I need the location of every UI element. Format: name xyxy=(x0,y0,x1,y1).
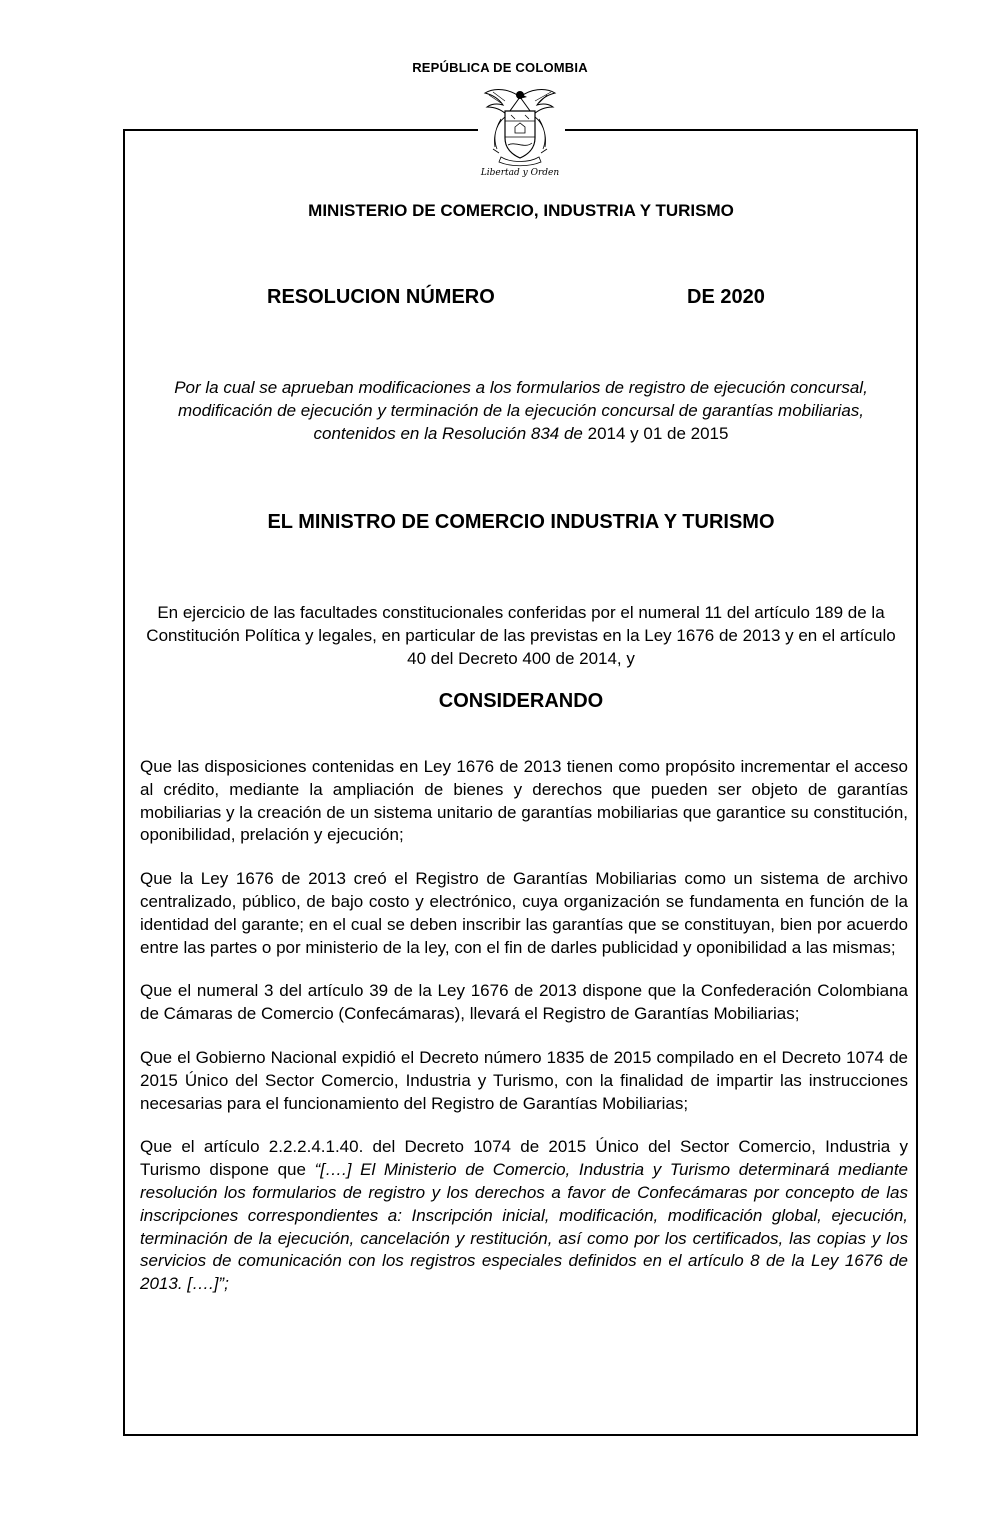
subject-upright-text: 2014 y 01 de 2015 xyxy=(582,424,729,443)
ministry-heading: MINISTERIO DE COMERCIO, INDUSTRIA Y TURISMO xyxy=(308,201,734,220)
considering-paragraph: Que el Gobierno Nacional expidió el Decreto número 1835 de 2015 compilado en el Decreto 1074 de 2015 Único del Sector Comercio, Industria y Turismo, con la finalidad de impartir las instrucciones necesarias para el funcionamiento del Registro de Garantías Mobiliarias; xyxy=(140,1047,908,1113)
country-heading: REPÚBLICA DE COLOMBIA xyxy=(412,60,588,75)
resolution-number-label: RESOLUCION NÚMERO xyxy=(267,286,495,308)
seal-motto: Libertad y Orden xyxy=(480,168,560,178)
paragraph-plain-text: Que el artículo 2.2.2.4.1.40. del Decreto 1074 de 2015 Único del Sector Comercio, Industria y Turismo dispone que xyxy=(140,1137,908,1180)
subject-italic-text: Por la cual se aprueban modificaciones a los formularios de registro de ejecución concursal, modificación de ejecución y terminación de la ejecución concursal de garantías mobiliarias, contenidos en la Resolución 834 de xyxy=(174,378,868,443)
resolution-year-label: DE 2020 xyxy=(687,286,765,308)
powers-paragraph: En ejercicio de las facultades constitucionales conferidas por el numeral 11 del artículo 189 de la Constitución Política y legales, en particular de las previstas en la Ley 1676 de 2013 y en el artículo 40 del Decreto 400 de 2014, y xyxy=(146,603,896,668)
considering-paragraph-quoted xyxy=(140,1136,908,1296)
issuer-heading: EL MINISTRO DE COMERCIO INDUSTRIA Y TURISMO xyxy=(267,511,775,533)
frame-top-right-rule xyxy=(565,129,916,131)
considering-paragraph: Que las disposiciones contenidas en Ley 1676 de 2013 tienen como propósito incrementar el acceso al crédito, mediante la ampliación de bienes y derechos que pueden ser objeto de garantías mobiliarias y la creación de un sistema unitario de garantías mobiliarias que garantice su constitución, oponibilidad, prelación y ejecución; xyxy=(140,757,908,845)
resolution-subject xyxy=(140,376,902,445)
considering-paragraph: Que la Ley 1676 de 2013 creó el Registro de Garantías Mobiliarias como un sistema de archivo centralizado, público, de bajo costo y electrónico, cuya organización se fundamenta en función de la identidad del garante; en el cual se deben inscribir las garantías que se constituyan, bien por acuerdo entre las partes o por ministerio de la ley, con el fin de darles publicidad y oponibilidad a las mismas; xyxy=(140,869,908,957)
considering-paragraph: Que el numeral 3 del artículo 39 de la Ley 1676 de 2013 dispone que la Confederación Colombiana de Cámaras de Comercio (Confecámaras), llevará el Registro de Garantías Mobiliarias; xyxy=(140,981,908,1024)
considering-heading: CONSIDERANDO xyxy=(438,690,604,712)
paragraph-quote-text: “[….] El Ministerio de Comercio, Industria y Turismo determinará mediante resolución los formularios de registro y los derechos a favor de Confecámaras por concepto de las inscripciones correspondientes a: Inscripción inicial, modificación, modificación global, ejecución, terminación de la ejecución, cancelación y restitución, así como por los certificados, las copias y los servicios de comunicación con los registros especiales definidos en el artículo 8 de la Ley 1676 de 2013. [….]”; xyxy=(140,1160,908,1294)
frame-top-left-rule xyxy=(123,129,478,131)
considering-body xyxy=(140,756,908,1317)
